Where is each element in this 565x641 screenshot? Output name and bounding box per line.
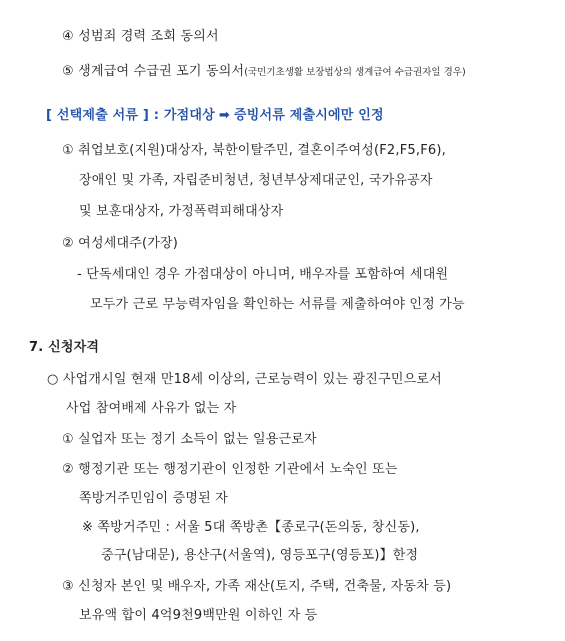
optional-docs-header-label: [ 선택제출 서류 ] : 가점대상 [46, 108, 215, 123]
section-7-item-3-line-1: ③ 신청자 본인 및 배우자, 가족 재산(토지, 주택, 건축물, 자동차 등) [62, 579, 452, 594]
section-7-intro-line-1: ○ 사업개시일 현재 만18세 이상의, 근로능력이 있는 광진구민으로서 [47, 372, 442, 387]
section-7-item-2-line-1: ② 행정기관 또는 행정기관이 인정한 기관에서 노숙인 또는 [62, 462, 398, 477]
optional-item-1-line-3: 및 보훈대상자, 가정폭력피해대상자 [79, 204, 284, 219]
optional-item-2: ② 여성세대주(가장) [62, 236, 179, 251]
section-7-title: 7. 신청자격 [29, 340, 100, 355]
optional-item-1-line-1: ① 취업보호(지원)대상자, 북한이탈주민, 결혼이주여성(F2,F5,F6), [62, 143, 446, 158]
optional-docs-header-condition: 증빙서류 제출시에만 인정 [234, 108, 384, 123]
optional-item-1-line-2: 장애인 및 가족, 자립준비청년, 청년부상제대군인, 국가유공자 [79, 173, 433, 188]
optional-docs-header [46, 107, 384, 125]
optional-item-2-note-line-1: - 단독세대인 경우 가점대상이 아니며, 배우자를 포함하여 세대원 [77, 267, 449, 282]
section-7-item-2-line-2: 쪽방거주민임이 증명된 자 [79, 491, 229, 506]
section-7-intro-line-2: 사업 참여배제 사유가 없는 자 [66, 401, 237, 416]
section-7-note-line-1: ※ 쪽방거주민 : 서울 5대 쪽방촌【종로구(돈의동, 창신동), [82, 520, 420, 535]
section-7-note-line-2: 중구(남대문), 용산구(서울역), 영등포구(영등포)】한정 [101, 548, 419, 563]
doc-item-5-text: ⑤ 생계급여 수급권 포기 동의서 [62, 64, 245, 79]
doc-item-4: ④ 성범죄 경력 조회 동의서 [62, 29, 219, 44]
doc-item-5-note: (국민기초생활 보장법상의 생계급여 수급권자일 경우) [244, 67, 466, 78]
section-7-item-1: ① 실업자 또는 정기 소득이 없는 일용근로자 [62, 432, 317, 447]
optional-item-2-note-line-2: 모두가 근로 무능력자임을 확인하는 서류를 제출하여야 인정 가능 [90, 297, 465, 312]
section-7-item-3-line-2: 보유액 합이 4억9천9백만원 이하인 자 등 [79, 608, 318, 623]
doc-item-5 [62, 63, 466, 82]
arrow-right-icon: ➡ [218, 108, 230, 123]
